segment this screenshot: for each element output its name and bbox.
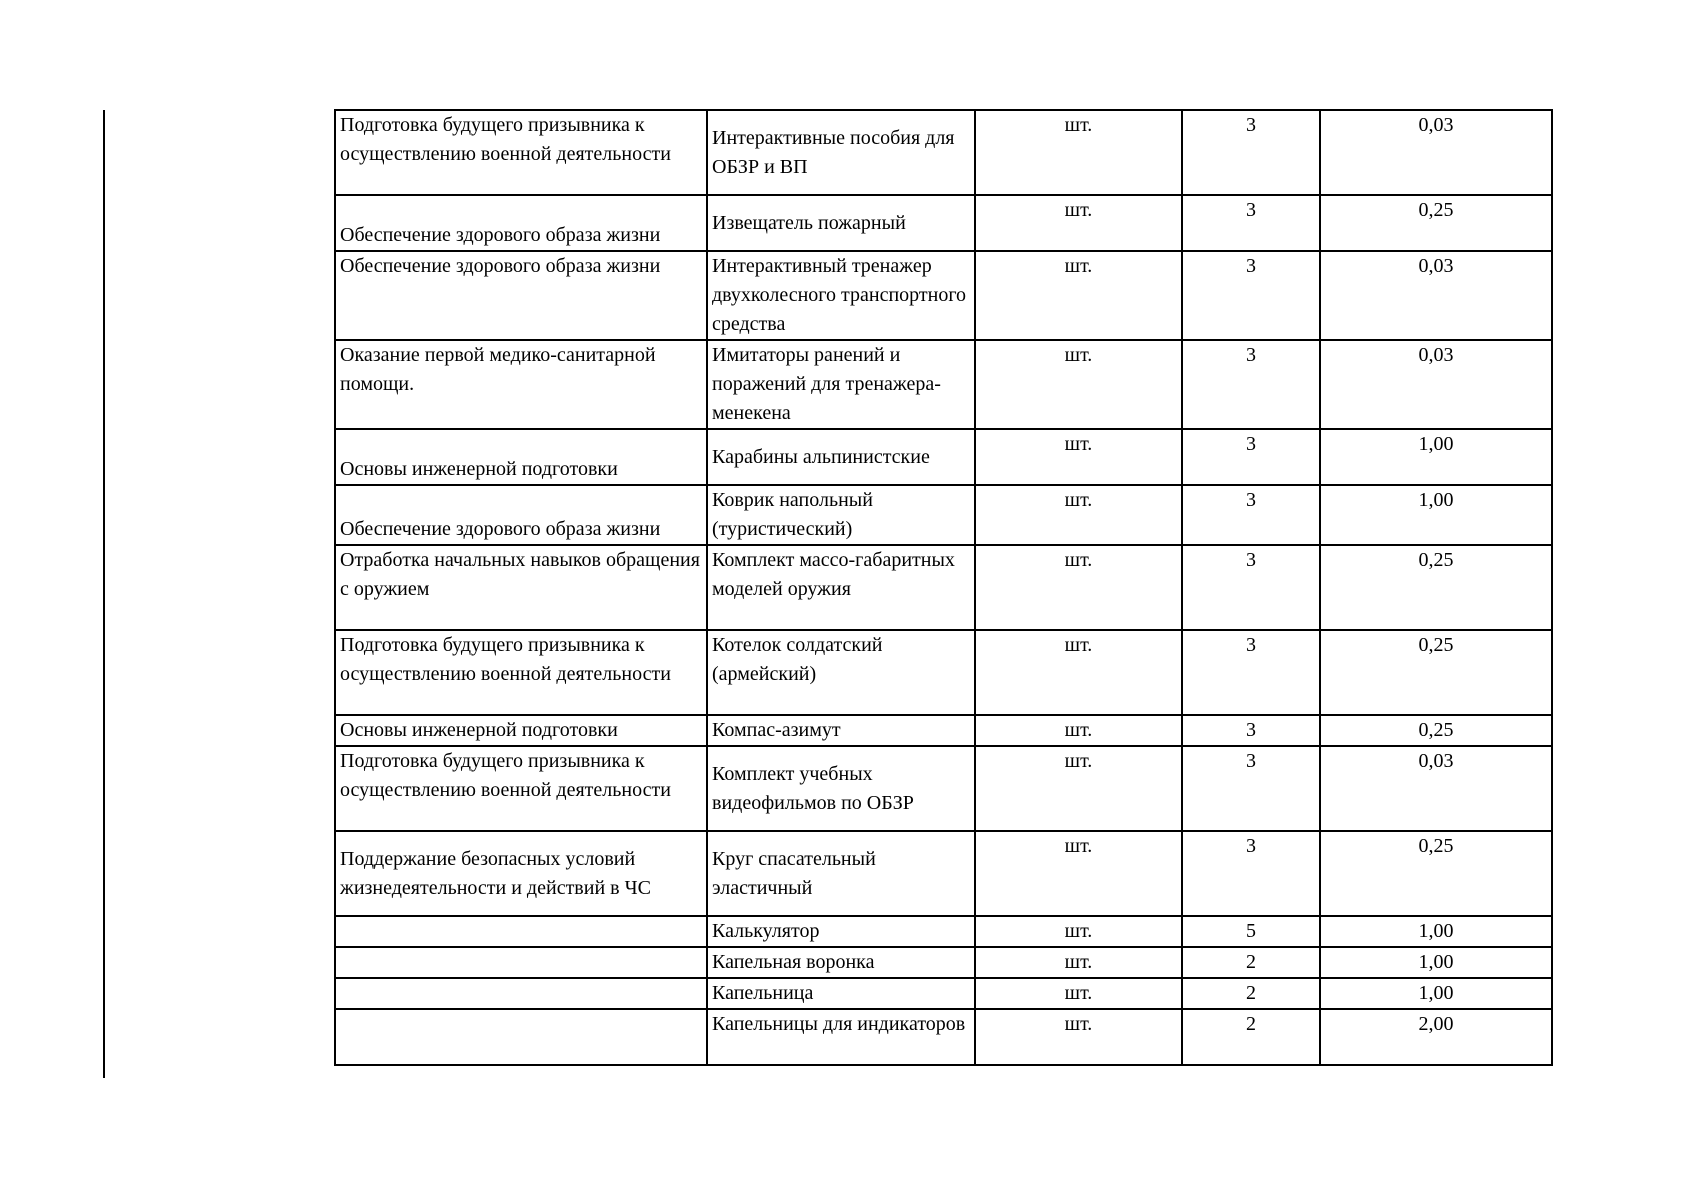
value-cell: 1,00 <box>1320 485 1552 545</box>
unit-cell: шт. <box>975 715 1182 746</box>
topic-cell: Отработка начальных навыков обращения с оружием <box>335 545 707 630</box>
item-cell: Капельная воронка <box>707 947 975 978</box>
value-cell: 0,03 <box>1320 251 1552 340</box>
table-row <box>335 429 1552 485</box>
value-cell: 2,00 <box>1320 1009 1552 1065</box>
unit-cell: шт. <box>975 429 1182 485</box>
table-row <box>335 916 1552 947</box>
quantity-cell: 3 <box>1182 340 1320 429</box>
unit-cell: шт. <box>975 1009 1182 1065</box>
value-cell: 0,25 <box>1320 715 1552 746</box>
quantity-cell: 3 <box>1182 485 1320 545</box>
value-cell: 0,03 <box>1320 746 1552 831</box>
table-row <box>335 630 1552 715</box>
quantity-cell: 3 <box>1182 110 1320 195</box>
unit-cell: шт. <box>975 340 1182 429</box>
topic-cell: Подготовка будущего призывника к осуществлению военной деятельности <box>335 746 707 831</box>
topic-cell <box>335 916 707 947</box>
item-cell: Коврик напольный (туристический) <box>707 485 975 545</box>
topic-cell: Основы инженерной подготовки <box>335 715 707 746</box>
quantity-cell: 3 <box>1182 195 1320 251</box>
unit-cell: шт. <box>975 831 1182 916</box>
item-cell: Котелок солдатский (армейский) <box>707 630 975 715</box>
value-cell: 0,25 <box>1320 545 1552 630</box>
equipment-table <box>334 109 1553 1066</box>
table-row <box>335 195 1552 251</box>
quantity-cell: 2 <box>1182 1009 1320 1065</box>
value-cell: 1,00 <box>1320 978 1552 1009</box>
table-row <box>335 251 1552 340</box>
table-row <box>335 746 1552 831</box>
item-cell: Комплект учебных видеофильмов по ОБЗР <box>707 746 975 831</box>
quantity-cell: 3 <box>1182 831 1320 916</box>
table-row <box>335 978 1552 1009</box>
value-cell: 0,25 <box>1320 630 1552 715</box>
value-cell: 1,00 <box>1320 429 1552 485</box>
unit-cell: шт. <box>975 916 1182 947</box>
item-cell: Интерактивные пособия для ОБЗР и ВП <box>707 110 975 195</box>
table-row <box>335 715 1552 746</box>
value-cell: 0,03 <box>1320 340 1552 429</box>
unit-cell: шт. <box>975 545 1182 630</box>
table-row <box>335 947 1552 978</box>
topic-cell: Подготовка будущего призывника к осуществлению военной деятельности <box>335 630 707 715</box>
topic-cell: Поддержание безопасных условий жизнедеятельности и действий в ЧС <box>335 831 707 916</box>
unit-cell: шт. <box>975 947 1182 978</box>
item-cell: Интерактивный тренажер двухколесного транспортного средства <box>707 251 975 340</box>
value-cell: 1,00 <box>1320 947 1552 978</box>
topic-cell: Оказание первой медико-санитарной помощи. <box>335 340 707 429</box>
item-cell: Компас-азимут <box>707 715 975 746</box>
topic-cell: Обеспечение здорового образа жизни <box>335 485 707 545</box>
unit-cell: шт. <box>975 251 1182 340</box>
unit-cell: шт. <box>975 978 1182 1009</box>
quantity-cell: 3 <box>1182 746 1320 831</box>
quantity-cell: 2 <box>1182 947 1320 978</box>
quantity-cell: 3 <box>1182 630 1320 715</box>
topic-cell <box>335 947 707 978</box>
quantity-cell: 3 <box>1182 251 1320 340</box>
value-cell: 0,25 <box>1320 831 1552 916</box>
table-row <box>335 831 1552 916</box>
topic-cell: Подготовка будущего призывника к осуществлению военной деятельности <box>335 110 707 195</box>
quantity-cell: 3 <box>1182 429 1320 485</box>
topic-cell <box>335 1009 707 1065</box>
topic-cell: Обеспечение здорового образа жизни <box>335 251 707 340</box>
table-row <box>335 545 1552 630</box>
unit-cell: шт. <box>975 630 1182 715</box>
unit-cell: шт. <box>975 195 1182 251</box>
left-margin-rule <box>103 110 105 1078</box>
table-row <box>335 1009 1552 1065</box>
topic-cell: Основы инженерной подготовки <box>335 429 707 485</box>
topic-cell <box>335 978 707 1009</box>
unit-cell: шт. <box>975 746 1182 831</box>
quantity-cell: 2 <box>1182 978 1320 1009</box>
table-row <box>335 340 1552 429</box>
table-row <box>335 110 1552 195</box>
unit-cell: шт. <box>975 485 1182 545</box>
topic-cell: Обеспечение здорового образа жизни <box>335 195 707 251</box>
value-cell: 1,00 <box>1320 916 1552 947</box>
item-cell: Капельницы для индикаторов <box>707 1009 975 1065</box>
item-cell: Калькулятор <box>707 916 975 947</box>
value-cell: 0,03 <box>1320 110 1552 195</box>
item-cell: Имитаторы ранений и поражений для тренажера-менекена <box>707 340 975 429</box>
unit-cell: шт. <box>975 110 1182 195</box>
value-cell: 0,25 <box>1320 195 1552 251</box>
quantity-cell: 3 <box>1182 545 1320 630</box>
quantity-cell: 5 <box>1182 916 1320 947</box>
item-cell: Капельница <box>707 978 975 1009</box>
item-cell: Извещатель пожарный <box>707 195 975 251</box>
item-cell: Карабины альпинистские <box>707 429 975 485</box>
item-cell: Комплект массо-габаритных моделей оружия <box>707 545 975 630</box>
table-row <box>335 485 1552 545</box>
item-cell: Круг спасательный эластичный <box>707 831 975 916</box>
quantity-cell: 3 <box>1182 715 1320 746</box>
